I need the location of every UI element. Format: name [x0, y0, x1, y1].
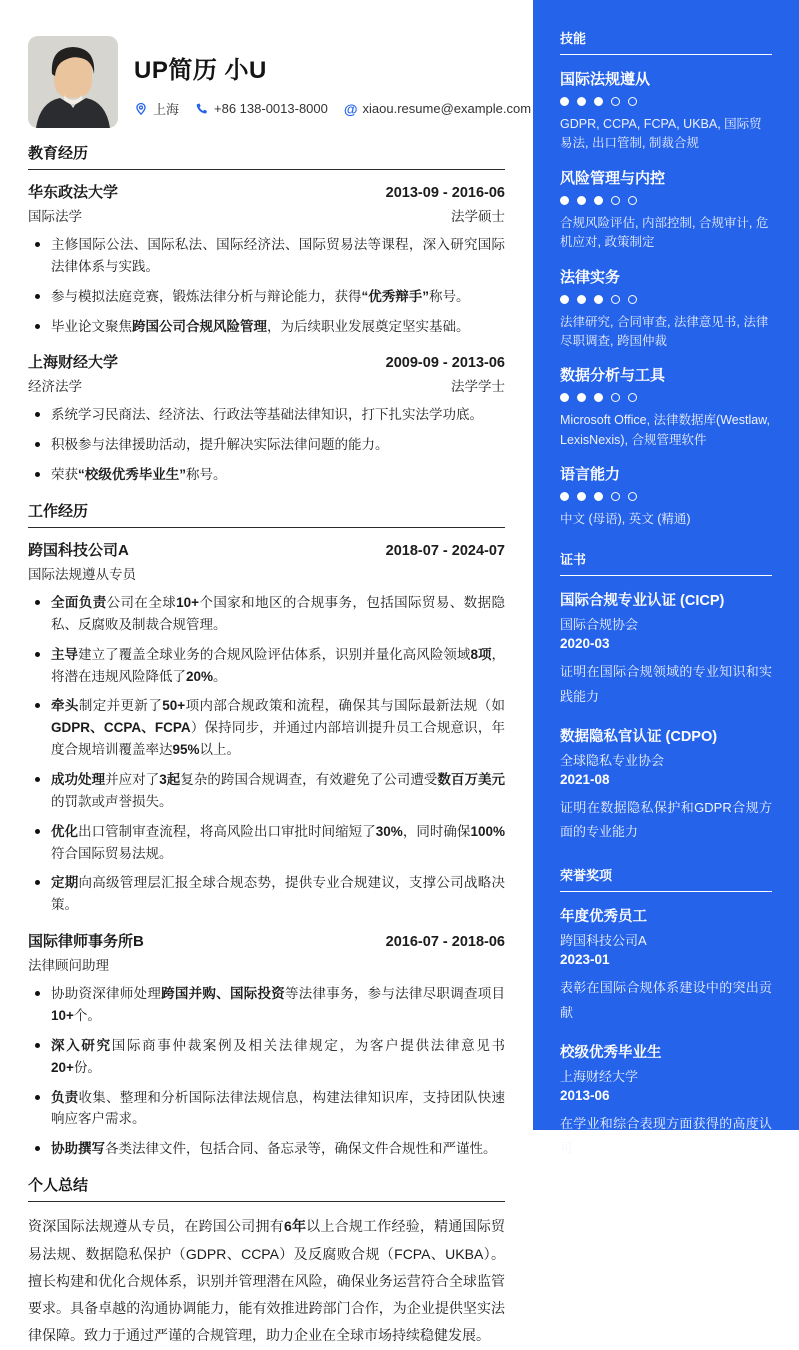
education-bullets — [28, 404, 505, 486]
skill-keywords: 中文 (母语), 英文 (精通) — [560, 512, 691, 526]
work-item — [28, 539, 505, 916]
education-period: 2009-09 - 2013-06 — [385, 355, 505, 372]
school-name: 华东政法大学 — [28, 184, 119, 201]
profile-photo — [28, 36, 118, 128]
email-icon: @ — [343, 100, 358, 117]
skill-rating — [560, 295, 772, 304]
contact-row — [134, 99, 531, 118]
honor-description: 表彰在国际合规体系建设中的突出贡献 — [560, 980, 772, 1020]
honor-description: 在学业和综合表现方面获得的高度认可 — [560, 1115, 772, 1156]
certificate-name: 国际合规专业认证 (CICP) — [560, 593, 725, 610]
profile-photo-placeholder — [28, 36, 118, 128]
company-name: 国际律师事务所B — [28, 933, 144, 951]
candidate-name: UP简历 小U — [134, 57, 267, 84]
education-bullets — [28, 234, 505, 337]
certificates-section-title: 证书 — [560, 549, 772, 576]
summary-text: 资深国际法规遵从专员，在跨国公司拥有6年以上合规工作经验，精通国际贸易法规、数据隐私保护（GDPR、CCPA）及反腐败合规（FCPA、UKBA）。擅长构建和优化合规体系，识别并管理潜在风险，确保业务运营符合全球监管要求。具备卓越的沟通协调能力，能有效推进跨部门合作，为企业提供坚实法律保障。致力于通过严谨的合规管理，助力企业在全球市场持续稳健发展。 — [28, 1218, 506, 1344]
certificate-org: 国际合规协会 — [560, 617, 639, 633]
education-degree: 法学学士 — [451, 379, 505, 395]
summary-section-title: 个人总结 — [28, 1174, 505, 1202]
education-major: 国际法学 — [28, 209, 82, 224]
skill-item — [560, 68, 772, 154]
bullet-item: 定期向高级管理层汇报全球合规态势，提供专业合规建议，支撑公司战略决策。 — [28, 872, 505, 916]
bullet-item: 主导建立了覆盖全球业务的合规风险评估体系，识别并量化高风险领域8项，将潜在违规风险降低了20%。 — [28, 644, 505, 688]
skill-rating — [560, 196, 772, 205]
bullet-item: 深入研究国际商事仲裁案例及相关法律规定，为客户提供法律意见书20+份。 — [28, 1035, 505, 1079]
education-period: 2013-09 - 2016-06 — [385, 185, 505, 201]
certificate-description: 证明在数据隐私保护和GDPR合规方面的专业能力 — [560, 799, 772, 840]
certificates-section — [560, 549, 772, 845]
certificate-date: 2021-08 — [560, 771, 610, 787]
bullet-item: 负责收集、整理和分析国际法律法规信息，构建法律知识库，支持团队快速响应客户需求。 — [28, 1087, 505, 1131]
skill-keywords: GDPR, CCPA, FCPA, UKBA, 国际贸易法, 出口管制, 制裁合规 — [560, 117, 762, 151]
header-text-block — [134, 46, 531, 118]
work-period: 2016-07 - 2018-06 — [385, 934, 505, 951]
honors-section — [560, 865, 772, 1161]
bullet-item: 系统学习民商法、经济法、行政法等基础法律知识，打下扎实法学功底。 — [28, 404, 505, 426]
contact-phone-text: +86 138-0013-8000 — [214, 101, 328, 116]
honors-section-title: 荣誉奖项 — [560, 865, 772, 892]
contact-phone — [195, 101, 328, 116]
honor-item — [560, 905, 772, 1025]
work-section-title: 工作经历 — [28, 500, 505, 528]
skill-name: 数据分析与工具 — [560, 367, 666, 385]
bullet-item: 参与模拟法庭竞赛，锻炼法律分析与辩论能力，获得“优秀辩手”称号。 — [28, 286, 505, 308]
education-degree: 法学硕士 — [451, 209, 505, 224]
skill-item — [560, 167, 772, 253]
skill-item — [560, 463, 772, 529]
skill-rating — [560, 492, 772, 501]
bullet-item: 毕业论文聚焦跨国公司合规风险管理，为后续职业发展奠定坚实基础。 — [28, 316, 505, 338]
certificate-description: 证明在国际合规领域的专业知识和实践能力 — [560, 664, 772, 705]
sidebar — [533, 0, 799, 1156]
bullet-item: 荣获“校级优秀毕业生”称号。 — [28, 464, 505, 486]
honor-name: 年度优秀员工 — [560, 909, 647, 926]
skill-name: 法律实务 — [560, 268, 621, 286]
bullet-item: 牵头制定并更新了50+项内部合规政策和流程，确保其与国际最新法规（如GDPR、CCPA、FCPA）保持同步，并通过内部培训提升员工合规意识，年度合规培训覆盖率达95%以上。 — [28, 695, 505, 761]
certificate-org: 全球隐私专业协会 — [560, 752, 665, 768]
phone-icon — [195, 102, 209, 116]
skill-rating — [560, 97, 772, 106]
location-icon — [134, 102, 148, 116]
work-item — [28, 930, 505, 1160]
honor-org: 上海财经大学 — [560, 1068, 639, 1084]
skill-name: 语言能力 — [560, 466, 621, 483]
skill-item — [560, 364, 772, 450]
bullet-item: 协助资深律师处理跨国并购、国际投资等法律事务，参与法律尽职调查项目10+个。 — [28, 983, 505, 1027]
certificate-date: 2020-03 — [560, 636, 610, 652]
bullet-item: 全面负责公司在全球10+个国家和地区的合规事务，包括国际贸易、数据隐私、反腐败及制裁合规管理。 — [28, 592, 505, 636]
resume-header — [28, 36, 532, 128]
education-section-title: 教育经历 — [28, 142, 505, 170]
skill-keywords: 合规风险评估, 内部控制, 合规审计, 危机应对, 政策制定 — [560, 215, 769, 250]
honor-name: 校级优秀毕业生 — [560, 1044, 662, 1061]
skill-name: 风险管理与内控 — [560, 169, 666, 187]
skills-section — [560, 28, 772, 529]
bullet-item: 协助撰写各类法律文件，包括合同、备忘录等，确保文件合规性和严谨性。 — [28, 1138, 505, 1160]
bullet-item: 主修国际公法、国际私法、国际经济法、国际贸易法等课程，深入研究国际法律体系与实践。 — [28, 234, 505, 278]
skill-rating — [560, 393, 772, 402]
education-item — [28, 351, 505, 486]
education-major: 经济法学 — [28, 379, 82, 395]
education-item — [28, 181, 505, 337]
certificate-name: 数据隐私官认证 (CDPO) — [560, 728, 718, 745]
contact-email-text: xiaou.resume@example.com — [362, 101, 532, 116]
skill-keywords: 法律研究, 合同审查, 法律意见书, 法律尽职调查, 跨国仲裁 — [560, 314, 769, 348]
honor-org: 跨国科技公司A — [560, 933, 647, 949]
section-work — [28, 500, 505, 1160]
work-period: 2018-07 - 2024-07 — [385, 543, 505, 560]
school-name: 上海财经大学 — [28, 354, 119, 372]
skill-item — [560, 266, 772, 352]
skills-section-title: 技能 — [560, 28, 772, 55]
work-bullets — [28, 592, 505, 916]
honor-date: 2013-06 — [560, 1087, 610, 1103]
skill-keywords: Microsoft Office, 法律数据库(Westlaw, LexisNexis), 合规管理软件 — [560, 413, 770, 447]
honor-date: 2023-01 — [560, 952, 610, 968]
skill-name: 国际法规遵从 — [560, 71, 651, 88]
bullet-item: 优化出口管制审查流程，将高风险出口审批时间缩短了30%，同时确保100%符合国际贸易法规。 — [28, 821, 505, 865]
section-education — [28, 142, 505, 486]
bullet-item: 积极参与法律援助活动，提升解决实际法律问题的能力。 — [28, 434, 505, 456]
company-name: 跨国科技公司A — [28, 542, 129, 560]
certificate-item — [560, 725, 772, 845]
contact-location-text: 上海 — [153, 102, 180, 117]
certificate-item — [560, 589, 772, 709]
bullet-item: 成功处理并应对了3起复杂的跨国合规调查，有效避免了公司遭受数百万美元的罚款或声誉损失。 — [28, 769, 505, 813]
contact-location — [134, 99, 179, 118]
job-title: 法律顾问助理 — [28, 958, 109, 974]
job-title: 国际法规遵从专员 — [28, 567, 136, 583]
honor-item — [560, 1041, 772, 1161]
section-summary — [28, 1174, 505, 1349]
contact-email — [344, 101, 531, 116]
work-bullets — [28, 983, 505, 1160]
